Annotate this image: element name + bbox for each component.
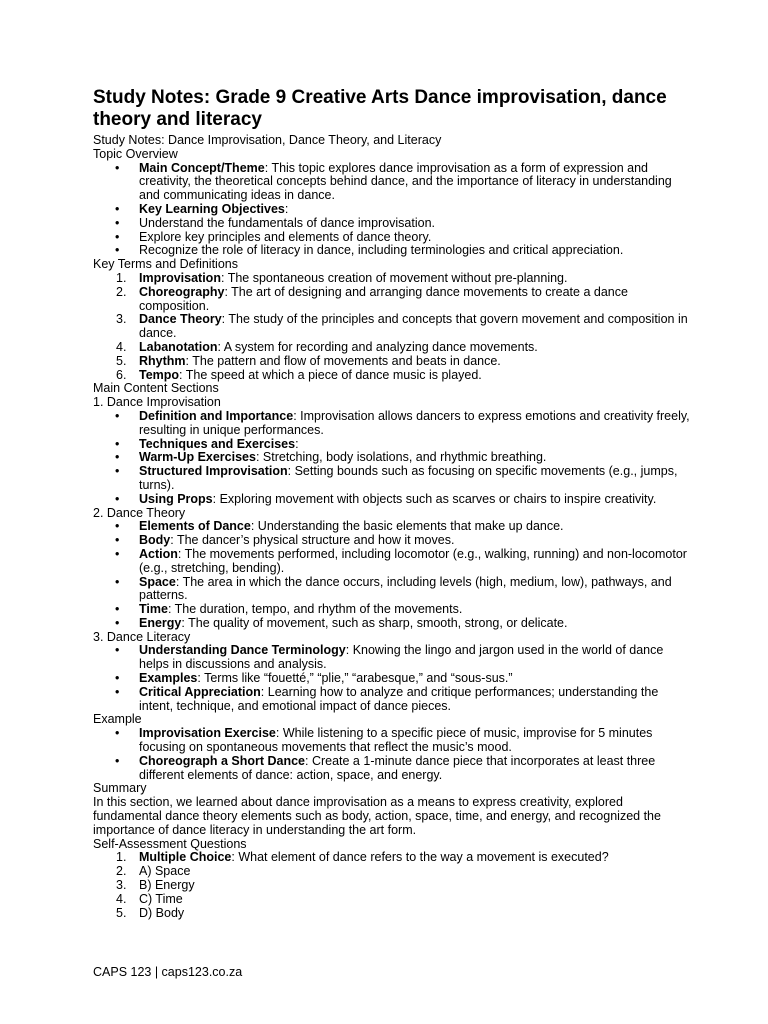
item-term: Rhythm	[139, 353, 186, 368]
bullet-icon: •	[115, 574, 120, 589]
list-item	[93, 603, 693, 617]
list-item	[93, 341, 693, 355]
item-text: :	[295, 436, 299, 451]
item-number: 1.	[116, 850, 127, 865]
item-text: : Exploring movement with objects such as scarves or chairs to inspire creativity.	[212, 491, 657, 506]
topic-overview-list	[93, 162, 693, 259]
bullet-icon: •	[115, 491, 120, 506]
item-term: Definition and Importance	[139, 408, 294, 423]
list-item	[93, 451, 693, 465]
item-text: : What element of dance refers to the way a movement is executed?	[231, 850, 609, 865]
item-text: : The duration, tempo, and rhythm of the movements.	[167, 602, 463, 617]
item-term: Choreograph a Short Dance	[139, 753, 305, 768]
bullet-icon: •	[115, 615, 120, 630]
list-item	[93, 162, 693, 203]
item-text: A) Space	[139, 864, 191, 879]
item-text: : Learning how to analyze and critique performances; understanding the intent, technique, and emotional impact of dance pieces.	[139, 684, 659, 713]
bullet-icon: •	[115, 229, 120, 244]
item-number: 6.	[116, 367, 127, 382]
item-text: : Setting bounds such as focusing on specific movements (e.g., jumps, turns).	[139, 464, 678, 492]
list-item	[93, 313, 693, 341]
list-item	[93, 520, 693, 534]
item-term: Main Concept/Theme	[139, 160, 265, 175]
item-term: Examples	[139, 671, 198, 686]
list-item	[93, 217, 693, 231]
bullet-icon: •	[115, 201, 120, 216]
item-text: : The dancer’s physical structure and how it moves.	[170, 533, 455, 548]
item-term: Using Props	[139, 491, 213, 506]
topic-overview-heading: Topic Overview	[93, 146, 178, 161]
self-assessment-heading: Self-Assessment Questions	[93, 836, 247, 851]
bullet-icon: •	[115, 753, 120, 768]
list-item	[93, 672, 693, 686]
item-term: Key Learning Objectives	[139, 201, 285, 216]
item-text: : Create a 1-minute dance piece that incorporates at least three different elements of dance: action, space, and energy.	[139, 753, 656, 782]
list-item	[93, 865, 693, 879]
item-text: : The art of designing and arranging dance movements to create a dance composition.	[139, 284, 628, 313]
item-text: : Terms like “fouetté,” “plie,” “arabesque,” and “sous-sus.”	[197, 671, 513, 686]
item-term: Choreography	[139, 284, 225, 299]
list-item	[93, 272, 693, 286]
item-number: 2.	[116, 284, 127, 299]
item-term: Improvisation Exercise	[139, 726, 276, 741]
section-1-heading: 1. Dance Improvisation	[93, 395, 221, 410]
item-number: 3.	[116, 878, 127, 893]
list-item	[93, 879, 693, 893]
item-text: : This topic explores dance improvisation as a form of expression and creativity, the theoretical concepts behind dance, and the importance of literacy in understanding and communicating ideas in dance.	[139, 160, 672, 203]
item-term: Labanotation	[139, 339, 218, 354]
item-text: B) Energy	[139, 878, 195, 893]
item-text: : The spontaneous creation of movement without pre-planning.	[220, 270, 568, 285]
bullet-icon: •	[115, 436, 120, 451]
item-text: :	[284, 201, 289, 216]
list-item	[93, 465, 693, 493]
item-term: Improvisation	[139, 270, 221, 285]
list-item	[93, 851, 693, 865]
list-item	[93, 617, 693, 631]
summary-heading: Summary	[93, 781, 147, 796]
item-term: Tempo	[139, 367, 180, 382]
main-content-heading: Main Content Sections	[93, 381, 219, 396]
key-terms-list	[93, 272, 693, 382]
item-text: : The pattern and flow of movements and beats in dance.	[185, 353, 501, 368]
list-item	[93, 644, 693, 672]
item-term: Critical Appreciation	[139, 684, 261, 699]
bullet-icon: •	[115, 243, 120, 258]
item-text: : Stretching, body isolations, and rhythmic breathing.	[255, 450, 547, 465]
list-item	[93, 576, 693, 604]
bullet-icon: •	[115, 533, 120, 548]
item-text: Recognize the role of literacy in dance, including terminologies and critical appreciation.	[139, 243, 624, 258]
list-item	[93, 369, 693, 383]
section-2-heading: 2. Dance Theory	[93, 505, 186, 520]
item-term: Warm-Up Exercises	[139, 450, 256, 465]
section-1-list	[93, 410, 693, 507]
bullet-icon: •	[115, 643, 120, 658]
self-assessment-list	[93, 851, 693, 920]
item-text: Explore key principles and elements of dance theory.	[139, 229, 432, 244]
item-number: 4.	[116, 891, 127, 906]
item-text: : Improvisation allows dancers to express emotions and creativity freely, resulting in unique performances.	[139, 408, 690, 437]
document-page	[93, 87, 693, 920]
item-number: 4.	[116, 339, 127, 354]
list-item	[93, 438, 693, 452]
bullet-icon: •	[115, 546, 120, 561]
item-text: : Knowing the lingo and jargon used in the world of dance helps in discussions and analysis.	[139, 643, 664, 672]
bullet-icon: •	[115, 726, 120, 741]
bullet-icon: •	[115, 408, 120, 423]
item-text: : A system for recording and analyzing dance movements.	[217, 339, 538, 354]
item-term: Understanding Dance Terminology	[139, 643, 346, 658]
list-item	[93, 755, 693, 783]
item-term: Energy	[139, 615, 182, 630]
section-2-list	[93, 520, 693, 630]
list-item	[93, 686, 693, 714]
bullet-icon: •	[115, 464, 120, 479]
item-number: 5.	[116, 353, 127, 368]
item-term: Space	[139, 574, 176, 589]
item-term: Multiple Choice	[139, 850, 232, 865]
list-item	[93, 907, 693, 921]
bullet-icon: •	[115, 160, 120, 175]
document-subtitle: Study Notes: Dance Improvisation, Dance Theory, and Literacy	[93, 133, 442, 147]
bullet-icon: •	[115, 602, 120, 617]
item-number: 1.	[116, 270, 127, 285]
bullet-icon: •	[115, 450, 120, 465]
item-text: : Understanding the basic elements that make up dance.	[250, 519, 564, 534]
list-item	[93, 244, 693, 258]
item-term: Body	[139, 533, 171, 548]
list-item	[93, 548, 693, 576]
item-number: 3.	[116, 312, 127, 327]
list-item	[93, 355, 693, 369]
list-item	[93, 534, 693, 548]
item-text: : While listening to a specific piece of music, improvise for 5 minutes focusing on spontaneous movements that reflect the music’s mood.	[139, 726, 653, 755]
key-terms-heading: Key Terms and Definitions	[93, 257, 238, 272]
item-number: 2.	[116, 864, 127, 879]
item-text: Understand the fundamentals of dance improvisation.	[139, 215, 436, 230]
item-term: Techniques and Exercises	[139, 436, 296, 451]
item-term: Elements of Dance	[139, 519, 251, 534]
bullet-icon: •	[115, 671, 120, 686]
bullet-icon: •	[115, 215, 120, 230]
item-text: : The study of the principles and concepts that govern movement and composition in dance.	[139, 312, 688, 341]
item-term: Time	[139, 602, 168, 617]
item-text: D) Body	[139, 905, 185, 920]
item-term: Dance Theory	[139, 312, 222, 327]
bullet-icon: •	[115, 684, 120, 699]
list-item	[93, 727, 693, 755]
document-title: Study Notes: Grade 9 Creative Arts Dance improvisation, dance theory and literacy	[93, 87, 667, 130]
item-term: Structured Improvisation	[139, 464, 288, 479]
list-item	[93, 893, 693, 907]
page-footer: CAPS 123 | caps123.co.za	[93, 965, 243, 979]
list-item	[93, 493, 693, 507]
section-3-heading: 3. Dance Literacy	[93, 629, 191, 644]
section-3-list	[93, 644, 693, 713]
bullet-icon: •	[115, 519, 120, 534]
item-term: Action	[139, 546, 178, 561]
example-list	[93, 727, 693, 782]
item-text: : The area in which the dance occurs, including levels (high, medium, low), pathways, and patterns.	[139, 574, 672, 603]
list-item	[93, 231, 693, 245]
item-number: 5.	[116, 905, 127, 920]
list-item	[93, 286, 693, 314]
list-item	[93, 410, 693, 438]
example-heading: Example	[93, 712, 142, 727]
item-text: : The movements performed, including locomotor (e.g., walking, running) and non-locomotor (e.g., stretching, bending).	[139, 546, 687, 575]
item-text: : The quality of movement, such as sharp, smooth, strong, or delicate.	[181, 615, 568, 630]
item-text: C) Time	[139, 891, 183, 906]
item-text: : The speed at which a piece of dance music is played.	[179, 367, 482, 382]
list-item	[93, 203, 693, 217]
summary-paragraph: In this section, we learned about dance improvisation as a means to express creativity, explored fundamental dance theory elements such as body, action, space, time, and energy, and recognized the importance of dance literacy in understanding the art form.	[93, 795, 661, 837]
